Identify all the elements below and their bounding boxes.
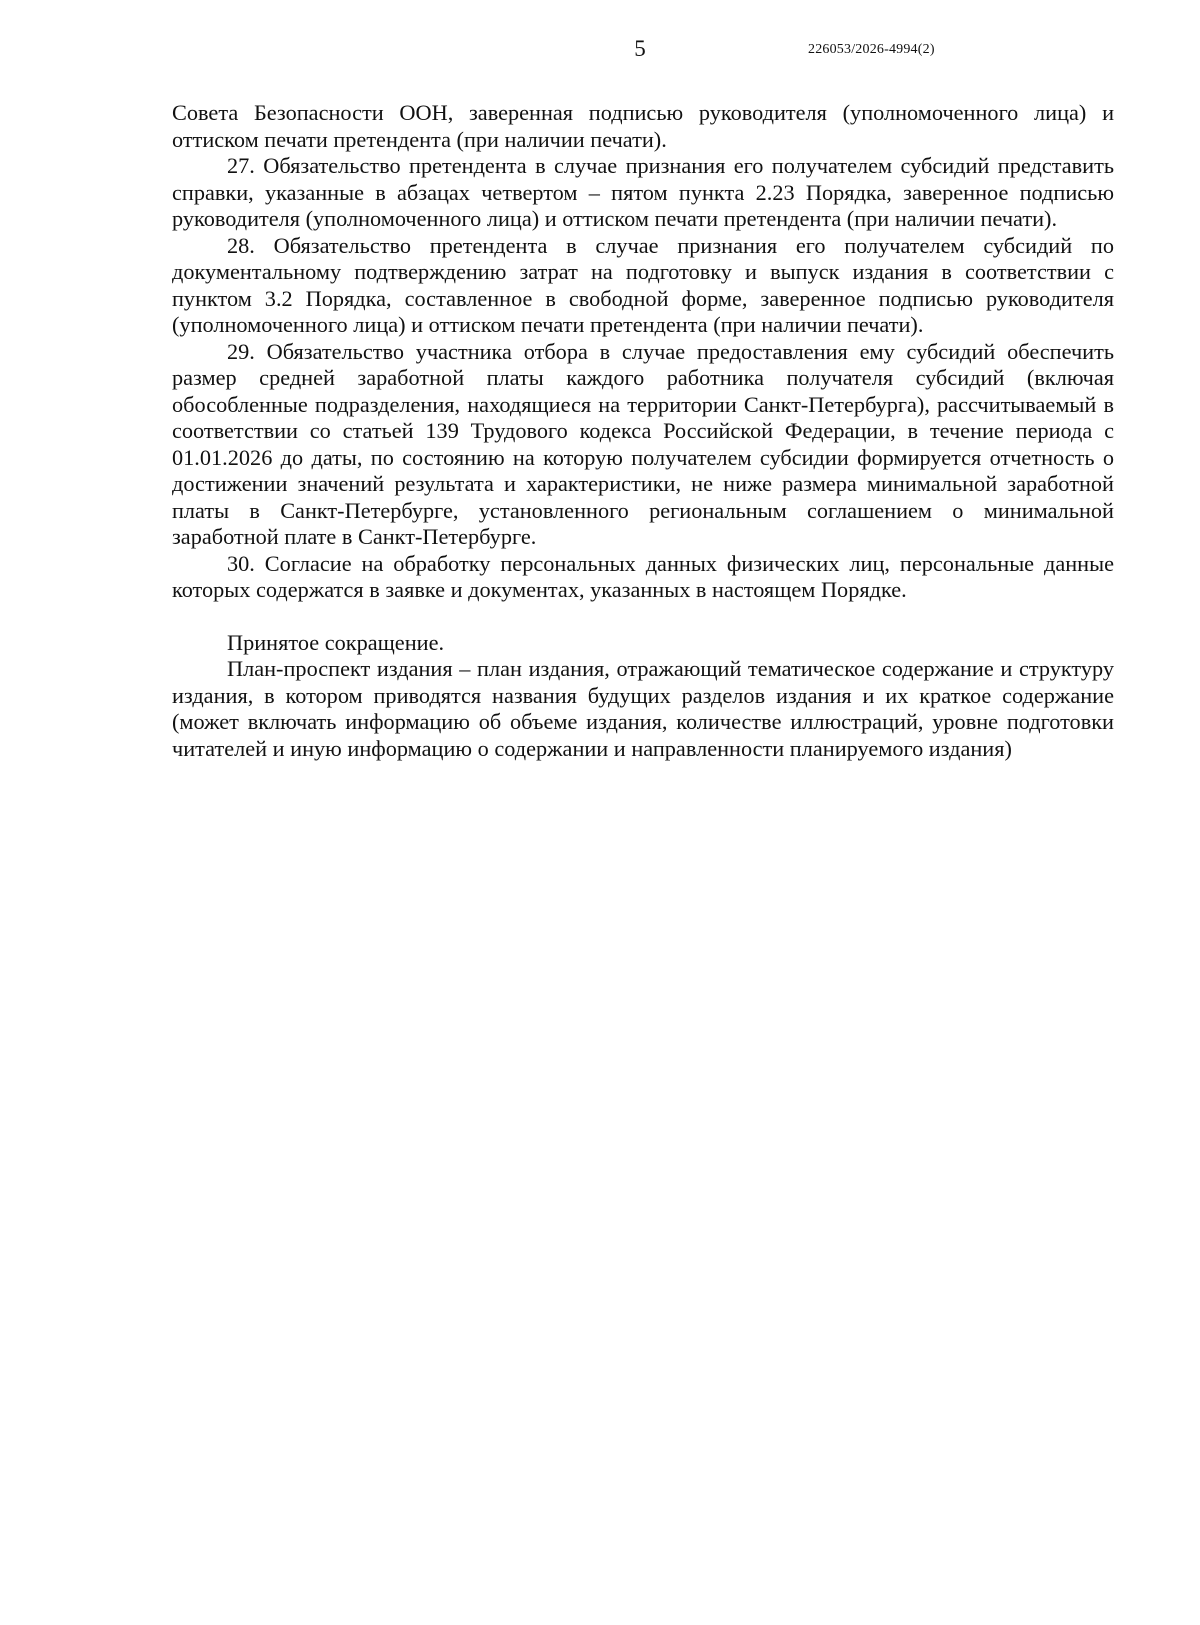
- paragraph-gap: [172, 604, 1114, 630]
- document-registration-number: 226053/2026-4994(2): [808, 42, 935, 57]
- paragraph-28: 28. Обязательство претендента в случае признания его получателем субсидий по документальному подтверждению затрат на подготовку и выпуск издания в соответствии с пунктом 3.2 Порядка, составленное в свободной форме, заверенное подписью руководителя (уполномоченного лица) и оттиском печати претендента (при наличии печати).: [172, 232, 1114, 337]
- paragraph-27: 27. Обязательство претендента в случае признания его получателем субсидий представить справки, указанные в абзацах четвертом – пятом пункта 2.23 Порядка, заверенное подписью руководителя (уполномоченного лица) и оттиском печати претендента (при наличии печати).: [172, 153, 1114, 231]
- paragraph-30: 30. Согласие на обработку персональных данных физических лиц, персональные данные которых содержатся в заявке и документах, указанных в настоящем Порядке.: [172, 550, 1114, 602]
- document-body: [172, 100, 1114, 762]
- paragraph-continuation: Совета Безопасности ООН, заверенная подписью руководителя (уполномоченного лица) и оттиском печати претендента (при наличии печати).: [172, 100, 1114, 152]
- abbreviation-definition: План-проспект издания – план издания, отражающий тематическое содержание и структуру издания, в котором приводятся названия будущих разделов издания и их краткое содержание (может включать информацию об объеме издания, количестве иллюстраций, уровне подготовки читателей и иную информацию о содержании и направленности планируемого издания): [172, 656, 1114, 761]
- abbreviation-heading: Принятое сокращение.: [227, 629, 445, 655]
- paragraph-29: 29. Обязательство участника отбора в случае предоставления ему субсидий обеспечить размер средней заработной платы каждого работника получателя субсидий (включая обособленные подразделения, находящиеся на территории Санкт-Петербурга), рассчитываемый в соответствии со статьей 139 Трудового кодекса Российской Федерации, в течение периода с 01.01.2026 до даты, по состоянию на которую получателем субсидии формируется отчетность о достижении значений результата и характеристики, не ниже размера минимальной заработной платы в Санкт-Петербурге, установленного региональным соглашением о минимальной заработной плате в Санкт-Петербурге.: [172, 338, 1114, 549]
- page-number: 5: [634, 36, 646, 61]
